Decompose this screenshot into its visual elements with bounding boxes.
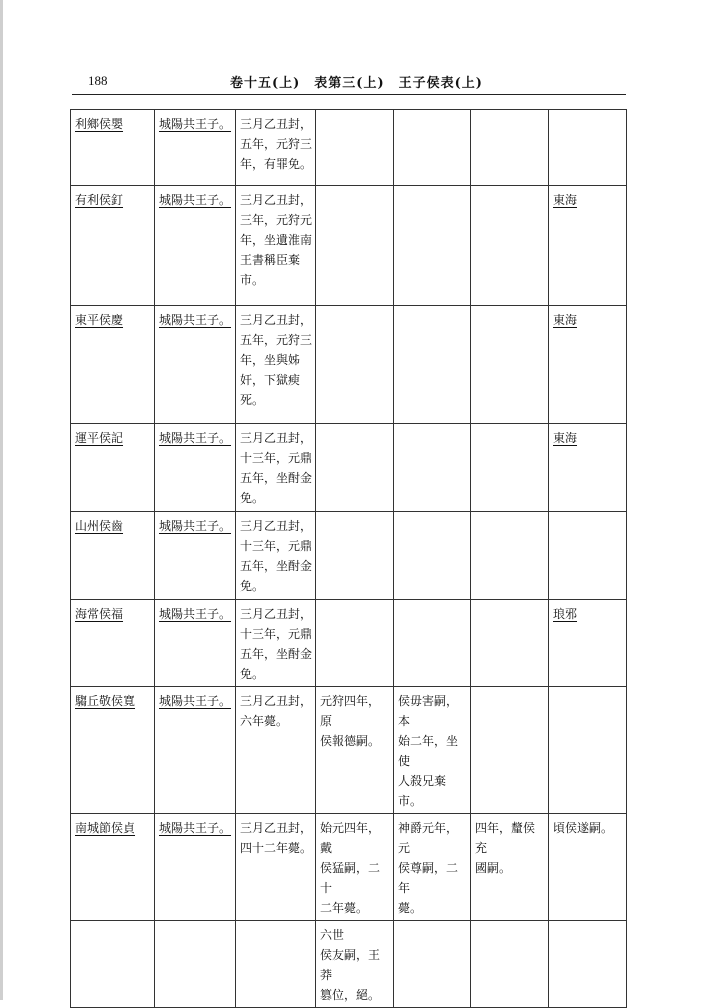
table-row xyxy=(71,600,627,687)
marquis-name-cell xyxy=(71,921,155,1008)
successor-cell xyxy=(394,921,471,1008)
commandery-cell xyxy=(549,512,627,600)
page-spine-edge xyxy=(0,0,3,1000)
commandery-cell: 東海 xyxy=(549,424,627,512)
table-row xyxy=(71,687,627,814)
enfeoffment-cell: 三月乙丑封， 六年薨。 xyxy=(236,687,316,814)
successor-cell xyxy=(471,186,549,306)
enfeoffment-cell: 三月乙丑封， 五年，元狩三 年，有罪免。 xyxy=(236,110,316,186)
lineage-cell: 城陽共王子。 xyxy=(155,600,236,687)
enfeoffment-cell: 三月乙丑封， 四十二年薨。 xyxy=(236,814,316,921)
table-row xyxy=(71,424,627,512)
marquis-name-cell: 利鄉侯嬰 xyxy=(71,110,155,186)
successor-cell xyxy=(471,512,549,600)
successor-cell xyxy=(316,512,394,600)
commandery-cell: 東海 xyxy=(549,186,627,306)
lineage-cell: 城陽共王子。 xyxy=(155,110,236,186)
genealogy-table xyxy=(70,109,627,1008)
table-row xyxy=(71,512,627,600)
table-row xyxy=(71,921,627,1008)
enfeoffment-cell: 三月乙丑封， 十三年，元鼎 五年，坐酎金 免。 xyxy=(236,424,316,512)
lineage-cell xyxy=(155,921,236,1008)
marquis-name-cell: 東平侯慶 xyxy=(71,306,155,424)
successor-cell: 始元四年，戴 侯猛嗣，二十 二年薨。 xyxy=(316,814,394,921)
lineage-cell: 城陽共王子。 xyxy=(155,814,236,921)
successor-cell xyxy=(471,110,549,186)
successor-cell xyxy=(316,600,394,687)
commandery-cell: 頃侯遂嗣。 xyxy=(549,814,627,921)
enfeoffment-cell: 三月乙丑封， 三年，元狩元 年，坐遺淮南 王書稱臣棄 市。 xyxy=(236,186,316,306)
successor-cell xyxy=(394,306,471,424)
table-row xyxy=(71,814,627,921)
successor-cell xyxy=(471,600,549,687)
enfeoffment-cell xyxy=(236,921,316,1008)
page-header xyxy=(70,70,626,92)
lineage-cell: 城陽共王子。 xyxy=(155,306,236,424)
lineage-cell: 城陽共王子。 xyxy=(155,687,236,814)
commandery-cell: 琅邪 xyxy=(549,600,627,687)
successor-cell xyxy=(316,306,394,424)
successor-cell xyxy=(394,424,471,512)
table-row xyxy=(71,306,627,424)
successor-cell xyxy=(316,110,394,186)
marquis-name-cell: 有利侯釘 xyxy=(71,186,155,306)
marquis-name-cell: 南城節侯貞 xyxy=(71,814,155,921)
successor-cell: 元狩四年，原 侯報德嗣。 xyxy=(316,687,394,814)
page-number: 188 xyxy=(88,73,108,88)
successor-cell xyxy=(471,921,549,1008)
commandery-cell: 東海 xyxy=(549,306,627,424)
successor-cell: 六世 侯友嗣，王莽 篡位，絕。 xyxy=(316,921,394,1008)
commandery-cell xyxy=(549,687,627,814)
marquis-name-cell: 山州侯齒 xyxy=(71,512,155,600)
successor-cell xyxy=(316,186,394,306)
header-rule xyxy=(72,94,626,95)
marquis-name-cell: 運平侯記 xyxy=(71,424,155,512)
running-title: 卷十五(上) 表第三(上) 王子侯表(上) xyxy=(230,76,483,91)
successor-cell xyxy=(394,600,471,687)
enfeoffment-cell: 三月乙丑封， 五年，元狩三 年，坐與姊 奸，下獄瘐 死。 xyxy=(236,306,316,424)
lineage-cell: 城陽共王子。 xyxy=(155,512,236,600)
successor-cell xyxy=(471,687,549,814)
successor-cell xyxy=(394,186,471,306)
marquis-name-cell: 海常侯福 xyxy=(71,600,155,687)
table-row xyxy=(71,186,627,306)
commandery-cell xyxy=(549,110,627,186)
enfeoffment-cell: 三月乙丑封， 十三年，元鼎 五年，坐酎金 免。 xyxy=(236,512,316,600)
successor-cell: 神爵元年，元 侯尊嗣，二年 薨。 xyxy=(394,814,471,921)
successor-cell: 侯毋害嗣，本 始二年，坐使 人殺兄棄市。 xyxy=(394,687,471,814)
lineage-cell: 城陽共王子。 xyxy=(155,424,236,512)
successor-cell xyxy=(471,424,549,512)
successor-cell xyxy=(394,110,471,186)
commandery-cell xyxy=(549,921,627,1008)
table-row xyxy=(71,110,627,186)
enfeoffment-cell: 三月乙丑封， 十三年，元鼎 五年，坐酎金 免。 xyxy=(236,600,316,687)
successor-cell xyxy=(394,512,471,600)
successor-cell: 四年，釐侯充 國嗣。 xyxy=(471,814,549,921)
marquis-name-cell: 騶丘敬侯寬 xyxy=(71,687,155,814)
lineage-cell: 城陽共王子。 xyxy=(155,186,236,306)
successor-cell xyxy=(316,424,394,512)
successor-cell xyxy=(471,306,549,424)
